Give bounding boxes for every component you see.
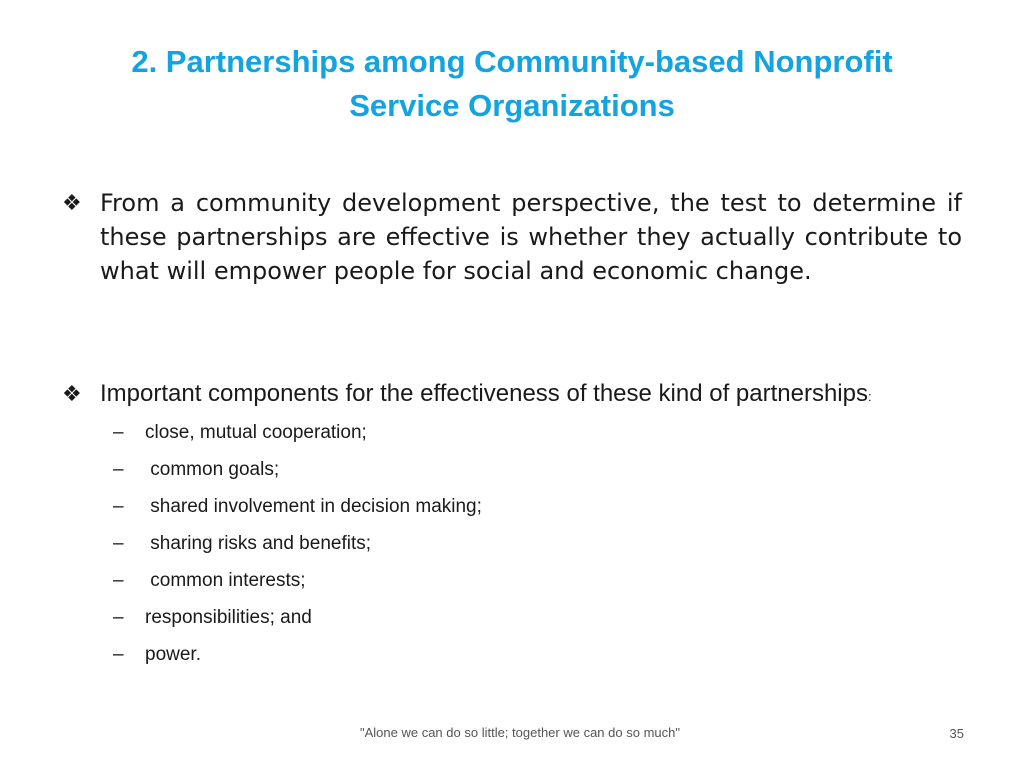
dash-bullet-icon: – <box>113 607 124 628</box>
list-item-text: common interests; <box>145 570 306 591</box>
components-list <box>113 418 813 677</box>
list-item <box>113 529 813 566</box>
bullet-text-1: From a community development perspective, the test to determine if these partnerships are effective is whether they actually contribute to what will empower people for social and economic change. <box>100 189 962 285</box>
list-item-text: close, mutual cooperation; <box>145 422 367 443</box>
list-item <box>113 455 813 492</box>
slide-title <box>80 40 944 128</box>
list-item-text: common goals; <box>145 459 280 480</box>
page-number: 35 <box>949 726 964 741</box>
list-item <box>113 603 813 640</box>
dash-bullet-icon: – <box>113 459 124 480</box>
list-item-text: sharing risks and benefits; <box>145 533 372 554</box>
diamond-bullet-icon: ❖ <box>62 381 82 406</box>
list-item <box>113 566 813 603</box>
dash-bullet-icon: – <box>113 644 124 665</box>
slide-title-line-2: Service Organizations <box>349 88 675 123</box>
dash-bullet-icon: – <box>113 533 124 554</box>
list-item <box>113 640 813 677</box>
bullet-text-2-colon: : <box>868 389 872 404</box>
bullet-point-2 <box>62 377 962 414</box>
list-item-text: responsibilities; and <box>145 607 312 628</box>
footer-quote: "Alone we can do so little; together we can do so much" <box>360 725 680 740</box>
list-item-text: shared involvement in decision making; <box>145 496 482 517</box>
list-item-text: power. <box>145 644 201 665</box>
bullet-point-1 <box>62 186 962 288</box>
slide-title-line-1: 2. Partnerships among Community-based Nonprofit <box>131 44 893 79</box>
bullet-text-2 <box>100 377 962 414</box>
dash-bullet-icon: – <box>113 570 124 591</box>
dash-bullet-icon: – <box>113 422 124 443</box>
list-item <box>113 418 813 455</box>
bullet-text-2-main: Important components for the effectiveness of these kind of partnerships <box>100 380 868 407</box>
dash-bullet-icon: – <box>113 496 124 517</box>
list-item <box>113 492 813 529</box>
diamond-bullet-icon: ❖ <box>62 190 82 215</box>
